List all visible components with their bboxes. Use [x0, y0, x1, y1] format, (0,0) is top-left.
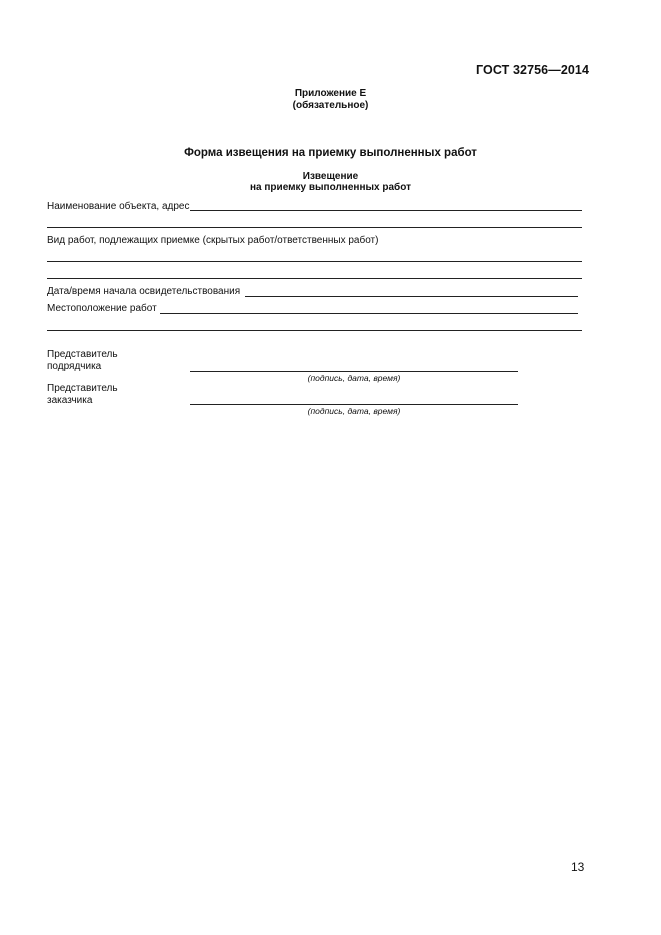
work-type-field[interactable]	[47, 261, 582, 262]
contractor-signature-field[interactable]	[190, 371, 518, 372]
customer-signature-caption: (подпись, дата, время)	[307, 406, 401, 416]
notice-title-line1: Извещение	[302, 171, 359, 182]
appendix-title: Приложение Е	[294, 88, 367, 99]
standard-number: ГОСТ 32756—2014	[476, 63, 590, 77]
object-name-label: Наименование объекта, адрес	[47, 201, 190, 212]
customer-label-line2: заказчика	[47, 395, 93, 406]
form-title: Форма извещения на приемку выполненных работ	[184, 147, 477, 159]
contractor-label-line1: Представитель	[47, 349, 118, 360]
contractor-label	[47, 349, 118, 373]
contractor-signature-caption: (подпись, дата, время)	[307, 373, 401, 383]
customer-signature-field[interactable]	[190, 404, 518, 405]
work-type-field-continued[interactable]	[47, 278, 582, 279]
object-name-field[interactable]	[190, 210, 582, 211]
notice-title-line2: на приемку выполненных работ	[250, 182, 411, 193]
inspection-start-label: Дата/время начала освидетельствования	[47, 286, 241, 297]
work-location-field[interactable]	[160, 313, 578, 314]
work-location-label: Местоположение работ	[47, 303, 157, 314]
object-name-field-continued[interactable]	[47, 227, 582, 228]
inspection-start-field[interactable]	[245, 296, 578, 297]
page-number: 13	[571, 860, 585, 874]
contractor-label-line2: подрядчика	[47, 361, 102, 372]
customer-label-line1: Представитель	[47, 383, 118, 394]
appendix-heading	[0, 88, 661, 112]
customer-label	[47, 383, 118, 407]
appendix-status: (обязательное)	[292, 100, 369, 111]
notice-heading	[0, 171, 661, 193]
work-type-label: Вид работ, подлежащих приемке (скрытых работ/ответственных работ)	[47, 235, 379, 246]
work-location-field-continued[interactable]	[47, 330, 582, 331]
